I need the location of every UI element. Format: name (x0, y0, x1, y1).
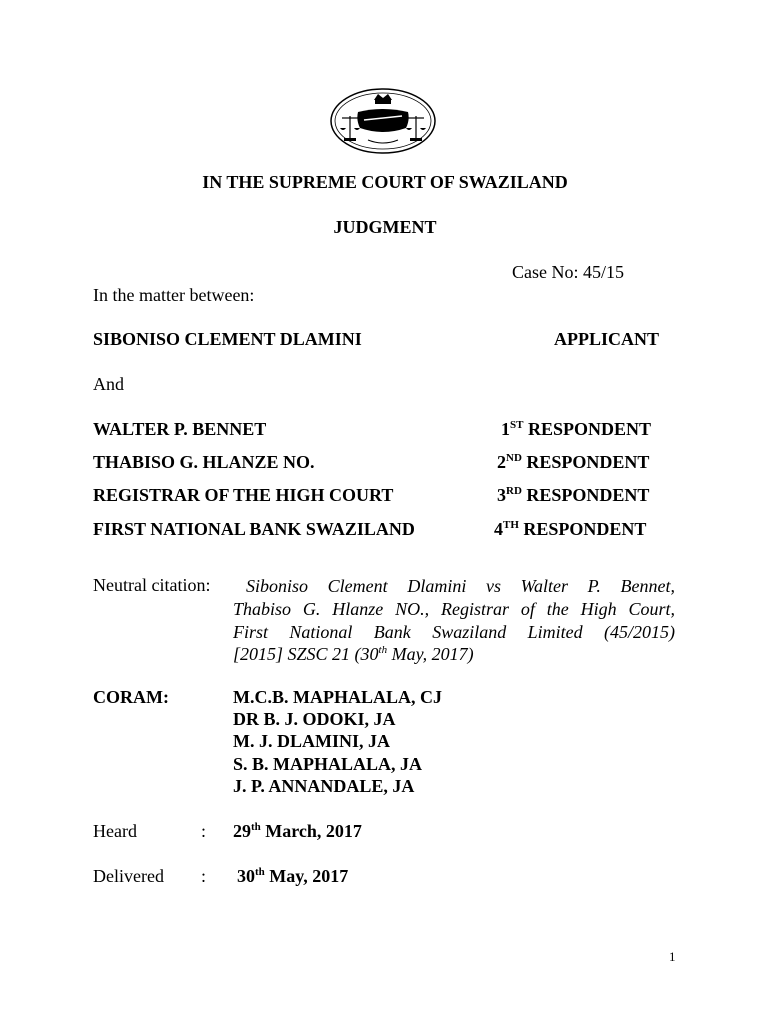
delivered-label: Delivered (93, 866, 164, 886)
delivered-date: 30th May, 2017 (237, 866, 349, 886)
coram-label: CORAM: (93, 687, 169, 707)
document-type: JUDGMENT (333, 217, 437, 237)
respondent-4-name: FIRST NATIONAL BANK SWAZILAND (93, 519, 415, 539)
citation-line-3: First National Bank Swaziland Limited (45/2015) (233, 622, 675, 642)
citation-line-1: Siboniso Clement Dlamini vs Walter P. Bennet, (246, 576, 675, 596)
judge-3: M. J. DLAMINI, JA (233, 731, 390, 751)
court-crest-logo (328, 86, 438, 156)
court-title: IN THE SUPREME COURT OF SWAZILAND (202, 172, 568, 192)
citation-line-4: [2015] SZSC 21 (30th May, 2017) (233, 644, 474, 664)
delivered-colon: : (201, 866, 207, 886)
applicant-name: SIBONISO CLEMENT DLAMINI (93, 329, 362, 349)
judge-2: DR B. J. ODOKI, JA (233, 709, 396, 729)
respondent-2-name: THABISO G. HLANZE NO. (93, 452, 315, 472)
respondent-2-role: 2ND RESPONDENT (497, 452, 650, 472)
judge-5: J. P. ANNANDALE, JA (233, 776, 415, 796)
heard-label: Heard (93, 821, 137, 841)
citation-label: Neutral citation: (93, 575, 211, 595)
case-number: Case No: 45/15 (512, 262, 624, 282)
heard-date: 29th March, 2017 (233, 821, 362, 841)
and-text: And (93, 374, 124, 394)
judge-4: S. B. MAPHALALA, JA (233, 754, 423, 774)
matter-intro: In the matter between: (93, 285, 255, 305)
respondent-4-role: 4TH RESPONDENT (494, 519, 647, 539)
applicant-role: APPLICANT (554, 329, 660, 349)
citation-line-2: Thabiso G. Hlanze NO., Registrar of the High Court, (233, 599, 675, 619)
respondent-1-role: 1ST RESPONDENT (501, 419, 651, 439)
respondent-1-name: WALTER P. BENNET (93, 419, 267, 439)
page-number: 1 (669, 949, 676, 964)
judge-1: M.C.B. MAPHALALA, CJ (233, 687, 442, 707)
respondent-3-name: REGISTRAR OF THE HIGH COURT (93, 485, 394, 505)
heard-colon: : (201, 821, 207, 841)
respondent-3-role: 3RD RESPONDENT (497, 485, 650, 505)
